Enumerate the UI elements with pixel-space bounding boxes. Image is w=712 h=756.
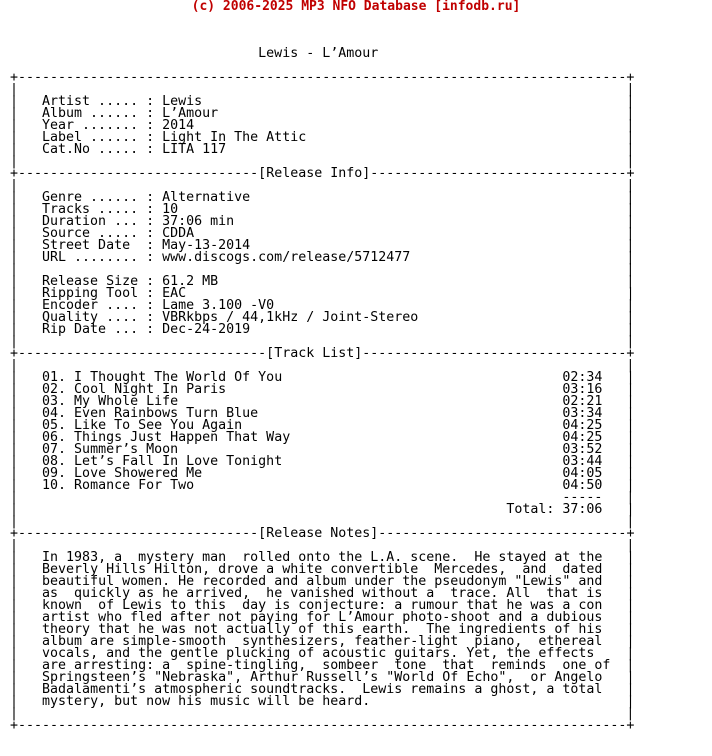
rip-date: Dec-24-2019 bbox=[162, 322, 251, 337]
notes-row: | In 1983, a mystery man rolled onto the L.A. scene. He stayed at the | bbox=[10, 550, 635, 565]
notes-row: | theory that he was not actually of this earth. The ingredients of his | bbox=[10, 622, 635, 637]
track-time: 04:25 bbox=[562, 418, 603, 433]
track-row: | 09. Love Showered Me 04:05 | bbox=[10, 466, 635, 481]
total-divider: | ----- | bbox=[10, 490, 635, 505]
frame-line: | | bbox=[10, 262, 635, 277]
frame-line: | | bbox=[10, 706, 635, 721]
frame-line: | | bbox=[10, 82, 635, 97]
section-divider: +------------------------------[Release Notes]-------------------------------+ bbox=[10, 526, 635, 541]
frame-line: | | bbox=[10, 538, 635, 553]
track-title: 03. My Whole Life bbox=[42, 394, 179, 409]
notes-line: artist who fled after not paying for L’Amour photo-shoot and a dubious bbox=[42, 610, 603, 625]
year-row: | Year ....... : 2014 | bbox=[10, 118, 635, 133]
notes-row: | are arresting: a spine-tingling, sombeer tone that reminds one of | bbox=[10, 658, 635, 673]
frame-line: | | bbox=[10, 154, 635, 169]
section-divider: +------------------------------[Release Info]--------------------------------+ bbox=[10, 166, 635, 181]
frame-line: | | bbox=[10, 514, 635, 529]
cat-no: LITA 117 bbox=[162, 142, 227, 157]
source-row: | Source ..... : CDDA | bbox=[10, 226, 635, 241]
total-time: Total: 37:06 bbox=[506, 502, 603, 517]
notes-line: are arresting: a spine-tingling, sombeer tone that reminds one of bbox=[42, 658, 611, 673]
notes-line: vocals, and the gentle plucking of acoustic guitars. Yet, the effects bbox=[42, 646, 595, 661]
notes-line: In 1983, a mystery man rolled onto the L.A. scene. He stayed at the bbox=[42, 550, 603, 565]
notes-row: | as quickly as he arrived, he vanished without a trace. All that is | bbox=[10, 586, 635, 601]
track-time: 04:50 bbox=[562, 478, 603, 493]
track-row: | 10. Romance For Two 04:50 | bbox=[10, 478, 635, 493]
url: www.discogs.com/release/5712477 bbox=[162, 250, 411, 265]
track-title: 04. Even Rainbows Turn Blue bbox=[42, 406, 259, 421]
frame-border: +----------------------------------------------------------------------------+ bbox=[10, 70, 635, 85]
track-time: 02:34 bbox=[562, 370, 603, 385]
artist-row: | Artist ..... : Lewis | bbox=[10, 94, 635, 109]
track-time: 03:16 bbox=[562, 382, 603, 397]
track-title: 01. I Thought The World Of You bbox=[42, 370, 283, 385]
cat-no-row: | Cat.No ..... : LITA 117 | bbox=[10, 142, 635, 157]
year: 2014 bbox=[162, 118, 195, 133]
notes-row: | beautiful women. He recorded and album under the pseudonym "Lewis" and | bbox=[10, 574, 635, 589]
notes-row: | vocals, and the gentle plucking of acoustic guitars. Yet, the effects | bbox=[10, 646, 635, 661]
release-title: Lewis - L’Amour bbox=[258, 46, 379, 61]
track-row: | 05. Like To See You Again 04:25 | bbox=[10, 418, 635, 433]
track-title: 06. Things Just Happen That Way bbox=[42, 430, 291, 445]
release-info-title: Release Info bbox=[266, 166, 363, 181]
street-date-row: | Street Date : May-13-2014 | bbox=[10, 238, 635, 253]
track-row: | 07. Summer’s Moon 03:52 | bbox=[10, 442, 635, 457]
encoder-row: | Encoder .... : Lame 3.100 -V0 | bbox=[10, 298, 635, 313]
track-time: 03:44 bbox=[562, 454, 603, 469]
site-header: (c) 2006-2025 MP3 NFO Database [infodb.ru] bbox=[191, 0, 521, 14]
track-time: 04:25 bbox=[562, 430, 603, 445]
quality: VBRkbps / 44,1kHz / Joint-Stereo bbox=[162, 310, 419, 325]
duration: 37:06 min bbox=[162, 214, 235, 229]
track-row: | 06. Things Just Happen That Way 04:25 | bbox=[10, 430, 635, 445]
notes-line: beautiful women. He recorded and album under the pseudonym "Lewis" and bbox=[42, 574, 603, 589]
source: CDDA bbox=[162, 226, 195, 241]
notes-line: Springsteen’s "Nebraska", Arthur Russell’s "World Of Echo", or Angelo bbox=[42, 670, 603, 685]
album: L’Amour bbox=[162, 106, 219, 121]
tracks-count-row: | Tracks ..... : 10 | bbox=[10, 202, 635, 217]
tracks-count: 10 bbox=[162, 202, 179, 217]
track-title: 05. Like To See You Again bbox=[42, 418, 243, 433]
quality-row: | Quality .... : VBRkbps / 44,1kHz / Joint-Stereo | bbox=[10, 310, 635, 325]
notes-row: | artist who fled after not paying for L’Amour photo-shoot and a dubious | bbox=[10, 610, 635, 625]
track-title: 10. Romance For Two bbox=[42, 478, 195, 493]
notes-row: | known of Lewis to this day is conjecture: a rumour that he was a con | bbox=[10, 598, 635, 613]
frame-line: | | bbox=[10, 358, 635, 373]
label: Light In The Attic bbox=[162, 130, 307, 145]
ripping-tool-row: | Ripping Tool : EAC | bbox=[10, 286, 635, 301]
notes-line: known of Lewis to this day is conjecture: a rumour that he was a con bbox=[42, 598, 603, 613]
track-title: 09. Love Showered Me bbox=[42, 466, 203, 481]
nfo-text bbox=[10, 36, 634, 732]
notes-row: | Beverly Hills Hilton, drove a white convertible Mercedes, and dated | bbox=[10, 562, 635, 577]
track-title: 08. Let’s Fall In Love Tonight bbox=[42, 454, 283, 469]
frame-line: | | bbox=[10, 178, 635, 193]
total-row: | Total: 37:06 | bbox=[10, 502, 635, 517]
track-title: 02. Cool Night In Paris bbox=[42, 382, 227, 397]
track-row: | 02. Cool Night In Paris 03:16 | bbox=[10, 382, 635, 397]
track-time: 02:21 bbox=[562, 394, 603, 409]
notes-row: | album are simple-smooth synthesizers, feather-light piano, ethereal | bbox=[10, 634, 635, 649]
album-row: | Album ...... : L’Amour | bbox=[10, 106, 635, 121]
notes-line: as quickly as he arrived, he vanished without a trace. All that is bbox=[42, 586, 603, 601]
track-row: | 04. Even Rainbows Turn Blue 03:34 | bbox=[10, 406, 635, 421]
street-date: May-13-2014 bbox=[162, 238, 251, 253]
track-row: | 03. My Whole Life 02:21 | bbox=[10, 394, 635, 409]
artist: Lewis bbox=[162, 94, 203, 109]
release-size: 61.2 MB bbox=[162, 274, 219, 289]
notes-row: | Badalamenti’s atmospheric soundtracks. Lewis remains a ghost, a total | bbox=[10, 682, 635, 697]
track-title: 07. Summer’s Moon bbox=[42, 442, 179, 457]
track-row: | 01. I Thought The World Of You 02:34 | bbox=[10, 370, 635, 385]
genre-row: | Genre ...... : Alternative | bbox=[10, 190, 635, 205]
rip-date-row: | Rip Date ... : Dec-24-2019 | bbox=[10, 322, 635, 337]
release-size-row: | Release Size : 61.2 MB | bbox=[10, 274, 635, 289]
label-row: | Label ...... : Light In The Attic | bbox=[10, 130, 635, 145]
track-list-title: Track List bbox=[274, 346, 355, 361]
notes-row: | Springsteen’s "Nebraska", Arthur Russell’s "World Of Echo", or Angelo | bbox=[10, 670, 635, 685]
duration-row: | Duration ... : 37:06 min | bbox=[10, 214, 635, 229]
notes-line: mystery, but now his music will be heard. bbox=[42, 694, 371, 709]
title-line bbox=[10, 48, 634, 60]
notes-line: album are simple-smooth synthesizers, feather-light piano, ethereal bbox=[42, 634, 603, 649]
track-time: 03:34 bbox=[562, 406, 603, 421]
url-row: | URL ........ : www.discogs.com/release/5712477 | bbox=[10, 250, 635, 265]
notes-line: Beverly Hills Hilton, drove a white convertible Mercedes, and dated bbox=[42, 562, 603, 577]
track-time: 03:52 bbox=[562, 442, 603, 457]
track-time: 04:05 bbox=[562, 466, 603, 481]
track-row: | 08. Let’s Fall In Love Tonight 03:44 | bbox=[10, 454, 635, 469]
section-divider: +-------------------------------[Track List]---------------------------------+ bbox=[10, 346, 635, 361]
release-notes-title: Release Notes bbox=[266, 526, 371, 541]
ripping-tool: EAC bbox=[162, 286, 187, 301]
notes-line: Badalamenti’s atmospheric soundtracks. Lewis remains a ghost, a total bbox=[42, 682, 603, 697]
frame-line: | | bbox=[10, 334, 635, 349]
notes-line: theory that he was not actually of this earth. The ingredients of his bbox=[42, 622, 603, 637]
encoder: Lame 3.100 -V0 bbox=[162, 298, 275, 313]
genre: Alternative bbox=[162, 190, 251, 205]
notes-row: | mystery, but now his music will be heard. | bbox=[10, 694, 635, 709]
frame-border: +----------------------------------------------------------------------------+ bbox=[10, 718, 635, 733]
